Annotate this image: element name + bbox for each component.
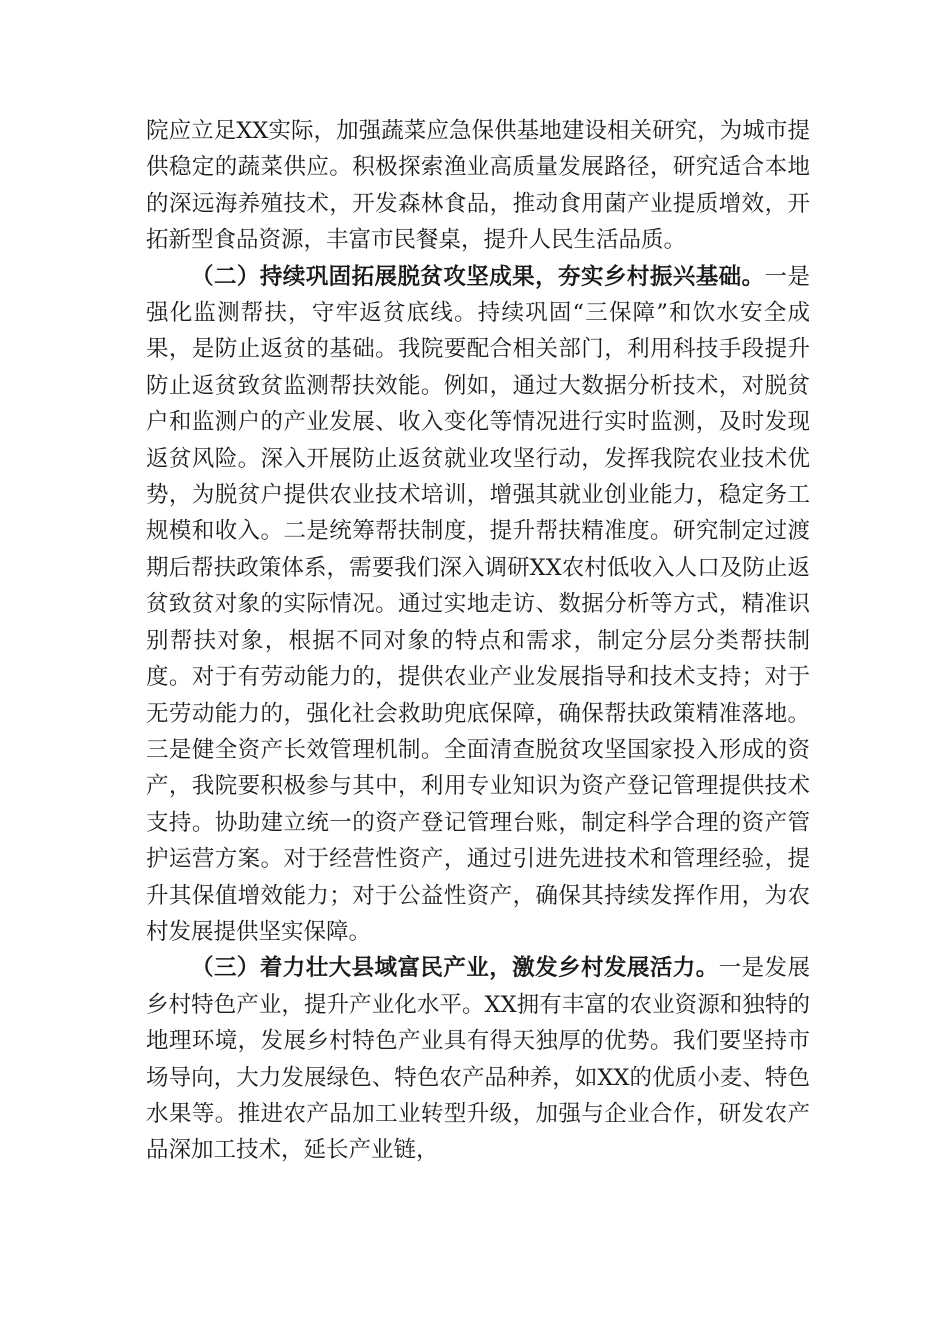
paragraph-1-body: 院应立足XX实际，加强蔬菜应急保供基地建设相关研究，为城市提供稳定的蔬菜供应。积极探索渔业高质量发展路径，研究适合本地的深远海养殖技术，开发森林食品，推动食用菌产业提质增效，开拓新型食品资源，丰富市民餐桌，提升人民生活品质。: [146, 118, 810, 254]
paragraph-3-heading: （三）着力壮大县域富民产业，激发乡村发展活力。: [191, 955, 719, 982]
paragraph-3: [146, 950, 810, 1168]
paragraph-2-heading: （二）持续巩固拓展脱贫攻坚成果，夯实乡村振兴基础。: [191, 263, 765, 290]
document-page: [146, 113, 810, 1169]
paragraph-2-body: 一是强化监测帮扶，守牢返贫底线。持续巩固“三保障”和饮水安全成果，是防止返贫的基础。我院要配合相关部门，利用科技手段提升防止返贫致贫监测帮扶效能。例如，通过大数据分析技术，对脱贫户和监测户的产业发展、收入变化等情况进行实时监测，及时发现返贫风险。深入开展防止返贫就业攻坚行动，发挥我院农业技术优势，为脱贫户提供农业技术培训，增强其就业创业能力，稳定务工规模和收入。二是统筹帮扶制度，提升帮扶精准度。研究制定过渡期后帮扶政策体系，需要我们深入调研XX农村低收入人口及防止返贫致贫对象的实际情况。通过实地走访、数据分析等方式，精准识别帮扶对象，根据不同对象的特点和需求，制定分层分类帮扶制度。对于有劳动能力的，提供农业产业发展指导和技术支持；对于无劳动能力的，强化社会救助兜底保障，确保帮扶政策精准落地。三是健全资产长效管理机制。全面清查脱贫攻坚国家投入形成的资产，我院要积极参与其中，利用专业知识为资产登记管理提供技术支持。协助建立统一的资产登记管理台账，制定科学合理的资产管护运营方案。对于经营性资产，通过引进先进技术和管理经验，提升其保值增效能力；对于公益性资产，确保其持续发挥作用，为农村发展提供坚实保障。: [146, 263, 810, 945]
paragraph-3-body: 一是发展乡村特色产业，提升产业化水平。XX拥有丰富的农业资源和独特的地理环境，发展乡村特色产业具有得天独厚的优势。我们要坚持市场导向，大力发展绿色、特色农产品种养，如XX的优质小麦、特色水果等。推进农产品加工业转型升级，加强与企业合作，研发农产品深加工技术，延长产业链，: [146, 955, 810, 1164]
paragraph-2: [146, 259, 810, 951]
paragraph-1: [146, 113, 810, 259]
